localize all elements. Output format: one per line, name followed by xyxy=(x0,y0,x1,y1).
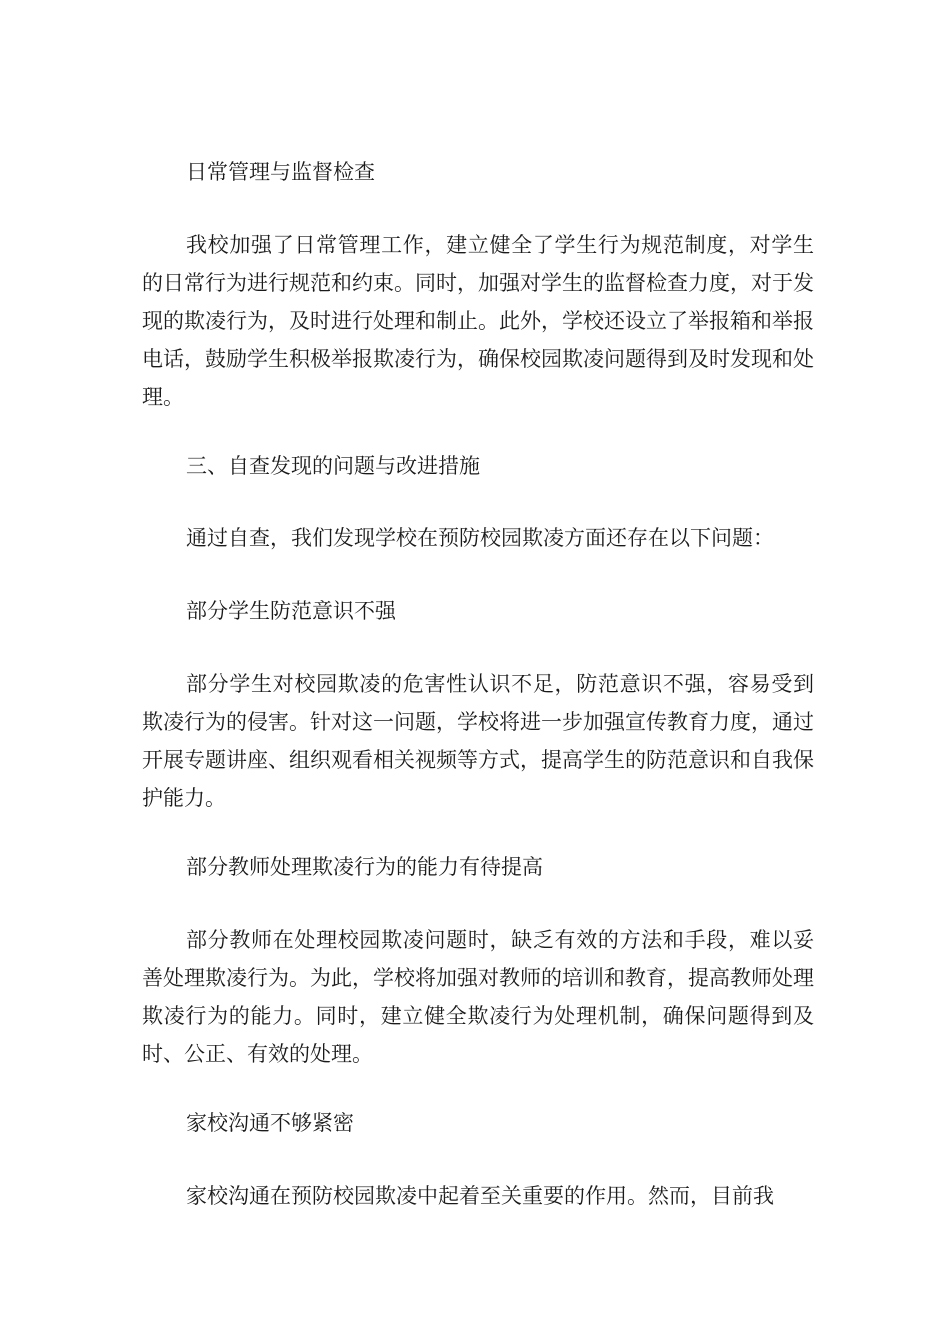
section-heading-problems-and-measures: 三、自查发现的问题与改进措施 xyxy=(186,454,480,478)
paragraph-student-awareness: 部分学生对校园欺凌的危害性认识不足，防范意识不强，容易受到欺凌行为的侵害。针对这一问题，学校将进一步加强宣传教育力度，通过开展专题讲座、组织观看相关视频等方式，提高学生的防范意识和自我保护能力。 xyxy=(142,672,814,810)
subheading-teacher-ability: 部分教师处理欺凌行为的能力有待提高 xyxy=(186,855,543,879)
section-heading-daily-management: 日常管理与监督检查 xyxy=(186,160,375,184)
paragraph-home-school-communication: 家校沟通在预防校园欺凌中起着至关重要的作用。然而，目前我 xyxy=(186,1184,774,1208)
intro-sentence: 通过自查，我们发现学校在预防校园欺凌方面还存在以下问题： xyxy=(186,526,774,550)
subheading-student-awareness: 部分学生防范意识不强 xyxy=(186,599,396,623)
paragraph-daily-management: 我校加强了日常管理工作，建立健全了学生行为规范制度，对学生的日常行为进行规范和约束。同时，加强对学生的监督检查力度，对于发现的欺凌行为，及时进行处理和制止。此外，学校还设立了举报箱和举报电话，鼓励学生积极举报欺凌行为，确保校园欺凌问题得到及时发现和处理。 xyxy=(142,233,814,409)
paragraph-teacher-ability: 部分教师在处理校园欺凌问题时，缺乏有效的方法和手段，难以妥善处理欺凌行为。为此，学校将加强对教师的培训和教育，提高教师处理欺凌行为的能力。同时，建立健全欺凌行为处理机制，确保问题得到及时、公正、有效的处理。 xyxy=(142,928,814,1066)
subheading-home-school-communication: 家校沟通不够紧密 xyxy=(186,1111,354,1135)
